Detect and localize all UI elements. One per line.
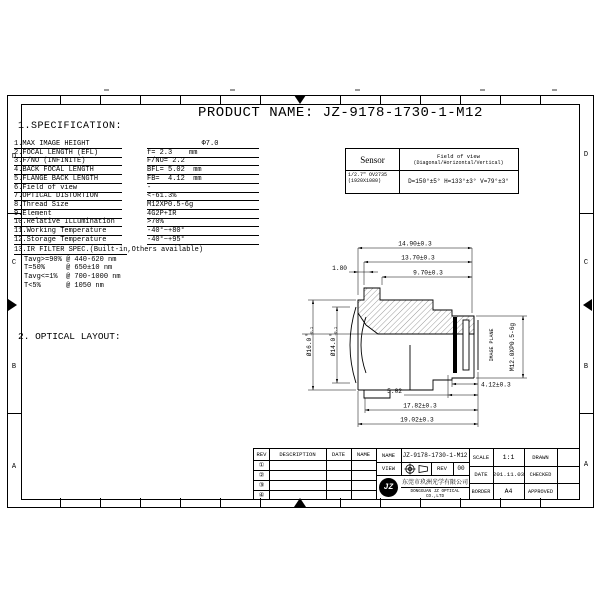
dim-label-overall-top: 14.90±0.3	[398, 240, 432, 248]
zone-tick	[180, 95, 181, 104]
spec-row	[14, 140, 314, 149]
drawn-label: DRAWN	[532, 454, 549, 461]
spec-label: 3.F/NO (INFINITE)	[14, 157, 122, 166]
title-block-line	[254, 490, 376, 491]
fov-header-cell	[399, 149, 518, 170]
spec-row	[14, 184, 314, 193]
zone-tick	[100, 498, 101, 507]
spec-value: Φ7.0	[147, 140, 259, 149]
center-mark-left-icon	[8, 299, 17, 311]
scale-label: SCALE	[472, 454, 490, 461]
dim-label-front-ring: 1.80	[332, 265, 347, 272]
zone-tick	[140, 95, 141, 104]
rev-row-number: ③	[258, 481, 265, 489]
sensor-value-cell	[348, 172, 399, 184]
fov-header-line1: Field of view	[437, 153, 480, 160]
spec-label: 4.BACK FOCAL LENGTH	[14, 166, 122, 175]
spec-row	[14, 210, 314, 219]
spec-value: F/NO= 2.2	[147, 157, 259, 166]
zone-tick	[220, 95, 221, 104]
spec-row	[14, 236, 314, 245]
view-label: VIEW	[381, 465, 396, 472]
rev-table-header: REV	[256, 451, 267, 458]
zone-number-mark	[480, 89, 485, 91]
dim-label-body-len: 17.82±0.3	[403, 402, 437, 410]
svg-text:-0.1: -0.1	[310, 326, 315, 336]
spec-label: 9.Element	[14, 210, 122, 219]
zone-tick	[540, 95, 541, 104]
spec-value: >70%	[147, 218, 259, 227]
zone-letter-right: D	[583, 151, 589, 159]
rev-value: 00	[457, 465, 465, 472]
spec-label: 12.Storage Temperature	[14, 236, 122, 245]
zone-tick	[60, 95, 61, 104]
zone-tick	[500, 95, 501, 104]
zone-tick	[60, 498, 61, 507]
product-name: PRODUCT NAME: JZ-9178-1730-1-M12	[198, 105, 483, 121]
projection-symbol-icon	[401, 462, 431, 475]
name-label: NAME	[381, 452, 396, 459]
fov-value-cell: D=150°±5° H=133°±3° V=79°±3°	[408, 178, 509, 185]
title-block-line	[254, 470, 376, 471]
zone-tick	[180, 498, 181, 507]
dim-label-overall-len: 19.02±0.3	[400, 416, 434, 424]
spec-label: 2.FOCAL LENGTH (EFL)	[14, 149, 122, 158]
svg-text:Ø16.0: Ø16.0	[306, 337, 313, 357]
zone-tick	[220, 498, 221, 507]
border-label: BORDER	[471, 488, 491, 495]
image-plane-label: IMAGE PLANE	[489, 328, 495, 362]
zone-letter-left: A	[11, 463, 17, 471]
ir-filter-element	[453, 317, 457, 373]
svg-text:Ø14.0: Ø14.0	[330, 337, 337, 357]
zone-number-mark	[230, 89, 235, 91]
approved-label: APPROVED	[528, 488, 553, 495]
zone-number-mark	[104, 89, 109, 91]
spec-row	[14, 192, 314, 201]
zone-number-mark	[552, 89, 557, 91]
rev-table-header: NAME	[356, 451, 371, 458]
spec-label: 5.FLANGE BACK LENGTH	[14, 175, 122, 184]
ir-filter-heading-underlined: 13.IR FILTER SPEC.(Built-in	[14, 245, 128, 254]
title-block-line	[254, 460, 376, 461]
center-mark-top-icon	[294, 95, 306, 104]
zone-letter-left: C	[11, 259, 17, 267]
spec-value: M12XP0.5-6g	[147, 201, 259, 210]
spec-value: 4G2P+IR	[147, 210, 259, 219]
rev-row-number: ②	[258, 471, 265, 479]
zone-tick	[7, 413, 21, 414]
spec-label: 11.Working Temperature	[14, 227, 122, 236]
spec-row	[14, 166, 314, 175]
scale-value: 1:1	[502, 454, 515, 461]
sensor-table	[345, 148, 519, 194]
spec-heading: 1.SPECIFICATION:	[18, 121, 123, 132]
spec-row	[14, 227, 314, 236]
date-label: DATE	[474, 471, 488, 478]
checked-value-empty	[557, 466, 580, 483]
optical-layout-heading: 2. OPTICAL LAYOUT:	[18, 331, 121, 342]
spec-value: -40°~+80°	[147, 227, 259, 236]
sensor-header-cell: Sensor	[360, 154, 385, 165]
lens-body	[350, 288, 478, 398]
company-name-cn: 东莞市玖洲光学有限公司	[401, 479, 468, 486]
spec-row	[14, 149, 314, 158]
date-value: 201.11.03	[492, 471, 525, 478]
zone-tick	[579, 213, 593, 214]
approved-value-empty	[557, 483, 580, 500]
rev-table-header: DATE	[331, 451, 346, 458]
zone-letter-left: B	[11, 363, 17, 371]
dim-label-mid-top: 13.70±0.3	[401, 254, 435, 262]
spec-label: 7.OPTICAL DISTORTION	[14, 192, 122, 201]
rev-row-number: ①	[258, 461, 265, 469]
jz-logo-icon: JZ	[379, 478, 398, 497]
spec-value: <-61.3%	[147, 192, 259, 201]
rev-label: REV	[437, 465, 447, 472]
dim-label-inner-top: 9.70±0.3	[413, 269, 443, 277]
zone-tick	[340, 95, 341, 104]
spec-row	[14, 157, 314, 166]
zone-tick	[100, 95, 101, 104]
rev-row-number: ④	[258, 491, 265, 499]
ir-filter-line: T<5% @ 1050 nm	[24, 281, 104, 290]
spec-label: 1.MAX IMAGE HEIGHT	[14, 140, 122, 149]
spec-value: FB= 4.12 mm	[147, 175, 259, 184]
ir-filter-line: Tavg>=90% @ 440-620 nm	[24, 255, 117, 264]
sensor-value-line2: (1920X1080)	[348, 178, 382, 184]
sensor-value-line1: 1/2.7" OV2735	[348, 172, 388, 178]
company-name-en: DONGGUAN JZ OPTICAL CO.,LTD	[410, 488, 460, 499]
spec-value: -40°~+95°	[147, 236, 259, 245]
spec-label: 8.Thread Size	[14, 201, 122, 210]
title-block	[253, 448, 580, 500]
zone-letter-right: A	[583, 461, 589, 469]
zone-tick	[460, 95, 461, 104]
title-block-line	[254, 480, 376, 481]
fov-header-line2: (Diagonal/Horizontal/Vertical)	[413, 160, 504, 166]
thread-spec-label: M12.0XP0.5-6g	[509, 322, 516, 372]
border-value: A4	[504, 488, 513, 495]
center-mark-right-icon	[583, 299, 592, 311]
checked-label: CHECKED	[529, 471, 552, 478]
zone-number-mark	[355, 89, 360, 91]
zone-letter-right: B	[583, 363, 589, 371]
zone-tick	[260, 95, 261, 104]
spec-value: BFL= 5.02 mm	[147, 166, 259, 175]
zone-tick	[140, 498, 141, 507]
ir-filter-heading-rest: ,Others available)	[127, 245, 204, 254]
drawn-value-empty	[557, 449, 580, 466]
lens-drawing	[290, 235, 550, 435]
spec-row	[14, 218, 314, 227]
ir-filter-line: Tavg<=1% @ 700-1000 nm	[24, 272, 121, 281]
spec-value: f= 2.3 mm	[147, 149, 259, 158]
zone-letter-left: D	[11, 153, 17, 161]
spec-label: 10.Relative ILLumination	[14, 218, 122, 227]
zone-tick	[420, 95, 421, 104]
spec-row	[14, 201, 314, 210]
name-value: JZ-9178-1730-1-M12	[402, 452, 468, 459]
zone-tick	[380, 95, 381, 104]
ir-filter-heading	[14, 246, 203, 254]
zone-letter-right: C	[583, 259, 589, 267]
spec-label: 6.Field of view	[14, 184, 122, 193]
spec-value: -	[147, 184, 259, 193]
svg-text:0: 0	[329, 333, 334, 336]
spec-row	[14, 175, 314, 184]
dim-label-flange-back: 4.12±0.3	[481, 381, 511, 389]
ir-filter-line: T=50% @ 650±10 nm	[24, 264, 113, 273]
dim-label-bfl: 5.02	[387, 388, 402, 395]
rev-table-header: DESCRIPTION	[279, 451, 316, 458]
zone-tick	[579, 413, 593, 414]
svg-text:-0.1: -0.1	[334, 326, 339, 336]
svg-text:0: 0	[305, 333, 310, 336]
